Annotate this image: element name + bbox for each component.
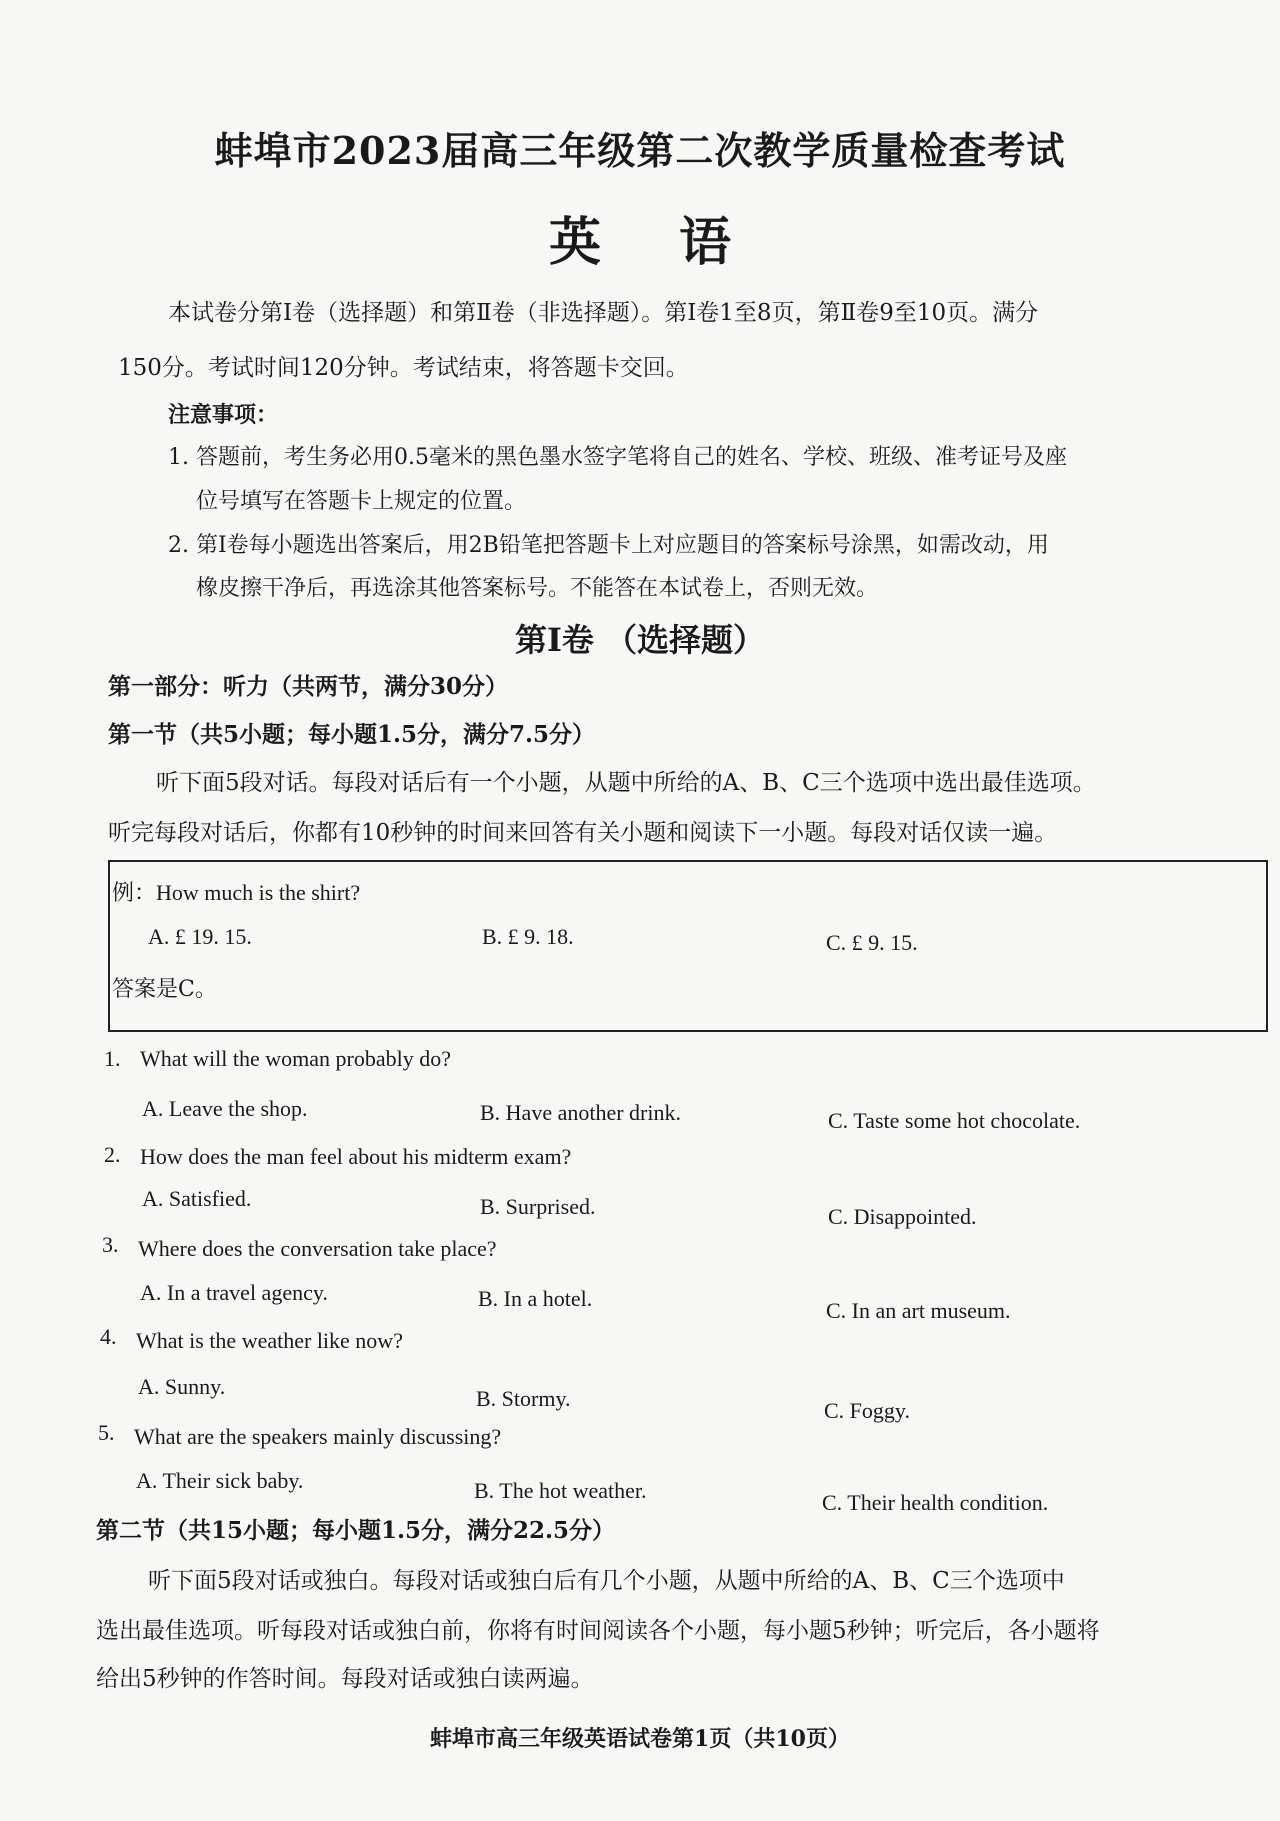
- question-option-a: A. Sunny.: [138, 1374, 226, 1399]
- notice-item-1-cont: 位号填写在答题卡上规定的位置。: [196, 489, 527, 514]
- example-option-b: B. £ 9. 18.: [482, 924, 574, 949]
- question-option-b: B. Stormy.: [476, 1386, 571, 1411]
- section2-instruction-2: 选出最佳选项。听每段对话或独白前，你将有时间阅读各个小题，每小题5秒钟；听完后，各小题将: [96, 1618, 1100, 1644]
- question-option-b: B. Have another drink.: [480, 1100, 681, 1125]
- section2-instruction-3: 给出5秒钟的作答时间。每段对话或独白读两遍。: [96, 1666, 594, 1692]
- section2-instruction-1: 听下面5段对话或独白。每段对话或独白后有几个小题，从题中所给的A、B、C三个选项中: [148, 1568, 1065, 1594]
- question-option-a: A. In a travel agency.: [140, 1280, 328, 1305]
- question-text: What is the weather like now?: [136, 1328, 403, 1353]
- question-number: 1.: [104, 1046, 121, 1071]
- question-number: 4.: [100, 1324, 117, 1349]
- question-option-c: C. Foggy.: [824, 1398, 910, 1423]
- question-option-b: B. In a hotel.: [478, 1286, 593, 1311]
- question-option-a: A. Their sick baby.: [136, 1468, 304, 1493]
- subject-title: 英 语: [548, 212, 732, 273]
- example-answer: 答案是C。: [112, 977, 217, 1002]
- section1-instruction-2: 听完每段对话后，你都有10秒钟的时间来回答有关小题和阅读下一小题。每段对话仅读一遍。: [108, 820, 1058, 846]
- section2-heading: 第二节（共15小题；每小题1.5分，满分22.5分）: [96, 1517, 616, 1544]
- question-option-c: C. In an art museum.: [826, 1298, 1011, 1323]
- question-text: Where does the conversation take place?: [138, 1236, 497, 1261]
- question-option-b: B. Surprised.: [480, 1194, 596, 1219]
- example-question: 例：How much is the shirt?: [112, 880, 361, 905]
- part1-heading: 第一部分：听力（共两节，满分30分）: [108, 673, 509, 700]
- exam-title: 蚌埠市2023届高三年级第二次教学质量检查考试: [214, 128, 1066, 173]
- notice-item-2-cont: 橡皮擦干净后，再选涂其他答案标号。不能答在本试卷上，否则无效。: [196, 576, 879, 601]
- section1-instruction-1: 听下面5段对话。每段对话后有一个小题，从题中所给的A、B、C三个选项中选出最佳选项。: [156, 770, 1096, 796]
- notice-item-2: 2. 第Ⅰ卷每小题选出答案后，用2B铅笔把答题卡上对应题目的答案标号涂黑，如需改动，用: [168, 533, 1049, 558]
- question-text: What will the woman probably do?: [140, 1046, 451, 1071]
- intro-line-2: 150分。考试时间120分钟。考试结束，将答题卡交回。: [118, 355, 689, 381]
- page-footer: 蚌埠市高三年级英语试卷第1页（共10页）: [430, 1726, 850, 1752]
- example-option-a: A. £ 19. 15.: [148, 924, 252, 949]
- question-number: 3.: [102, 1232, 119, 1257]
- question-option-c: C. Disappointed.: [828, 1204, 977, 1229]
- question-text: What are the speakers mainly discussing?: [134, 1424, 502, 1449]
- question-option-a: A. Satisfied.: [142, 1186, 252, 1211]
- question-option-c: C. Taste some hot chocolate.: [828, 1108, 1081, 1133]
- example-option-c: C. £ 9. 15.: [826, 930, 918, 955]
- question-number: 5.: [98, 1420, 115, 1445]
- question-number: 2.: [104, 1142, 121, 1167]
- notice-heading: 注意事项：: [168, 402, 279, 428]
- section1-heading: 第一节（共5小题；每小题1.5分，满分7.5分）: [108, 721, 596, 748]
- intro-line-1: 本试卷分第Ⅰ卷（选择题）和第Ⅱ卷（非选择题）。第Ⅰ卷1至8页，第Ⅱ卷9至10页。满分: [168, 300, 1039, 326]
- question-option-b: B. The hot weather.: [474, 1478, 647, 1503]
- question-option-c: C. Their health condition.: [822, 1490, 1049, 1515]
- question-option-a: A. Leave the shop.: [142, 1096, 308, 1121]
- volume-title: 第Ⅰ卷 （选择题）: [514, 621, 766, 659]
- notice-item-1: 1. 答题前，考生务必用0.5毫米的黑色墨水签字笔将自己的姓名、学校、班级、准考证号及座: [168, 445, 1067, 470]
- question-text: How does the man feel about his midterm exam?: [140, 1144, 572, 1169]
